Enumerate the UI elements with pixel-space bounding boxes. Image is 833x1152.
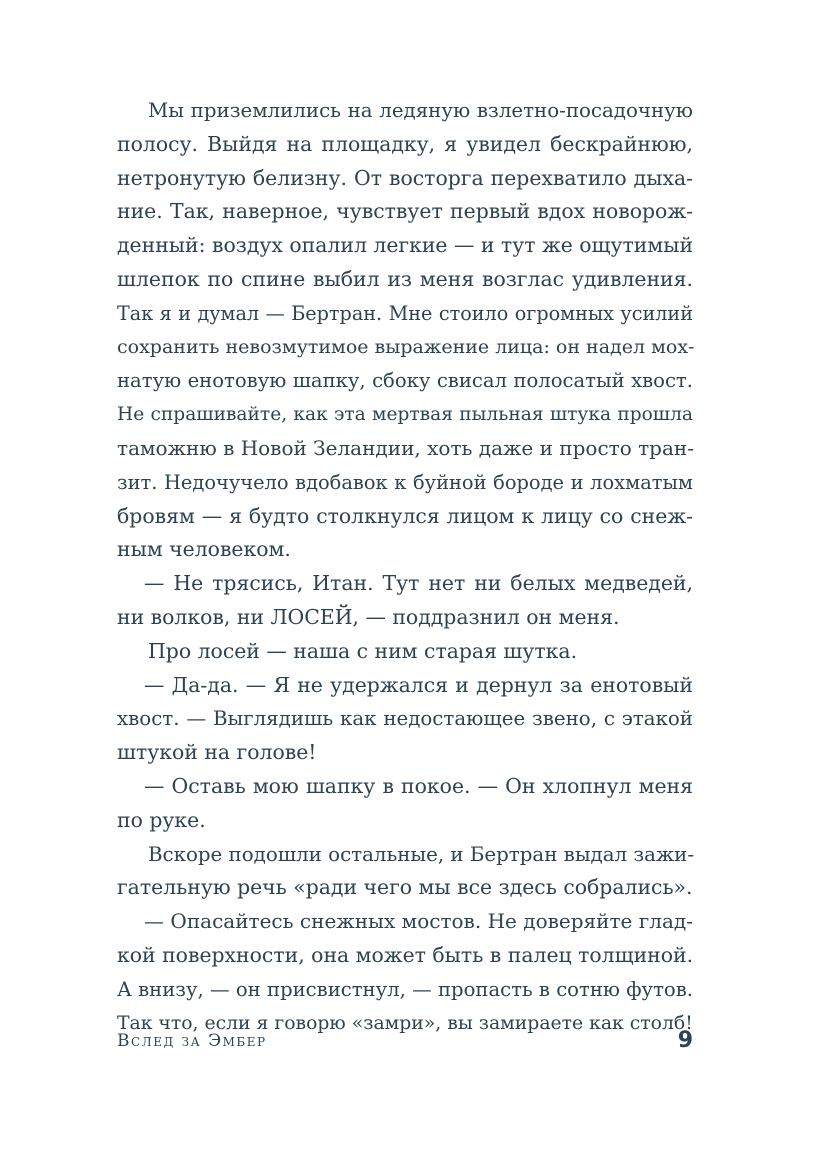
text-line: Мы приземлились на ледяную взлетно-посадочную	[148, 99, 693, 122]
text-line: сохранить невозмутимое выражение лица: он надел мох-	[117, 335, 695, 358]
text-line: хвост. — Выглядишь как недостающее звено, с этакой	[117, 707, 693, 731]
text-line: таможню в Новой Зеландии, хоть даже и просто тран-	[117, 435, 694, 460]
dialogue-line: — Оставь мою шапку в покое. — Он хлопнул меня	[144, 773, 693, 798]
text-line: А внизу, — он присвистнул, — пропасть в сотню футов.	[117, 977, 693, 1001]
text-line: ным человеком.	[117, 537, 291, 562]
text-line: полосу. Выйдя на площадку, я увидел бескрайнюю,	[117, 131, 693, 156]
text-line: Так я и думал — Бертран. Мне стоило огромных усилий	[117, 301, 693, 325]
text-line: штукой на голове!	[117, 740, 317, 765]
text-line: по руке.	[117, 807, 206, 832]
text-line: Вскоре подошли остальные, и Бертран выдал зажи-	[148, 842, 695, 866]
text-line: Про лосей — наша с ним старая шутка.	[148, 638, 578, 663]
text-line: денный: воздух опалил легкие — и тут же ощутимый	[117, 233, 694, 258]
text-line: Не спрашивайте, как эта мертвая пыльная штука прошла	[117, 404, 693, 426]
text-line: Так что, если я говорю «замри», вы замираете как столб!	[117, 1012, 693, 1034]
dialogue-line: — Да-да. — Я не удержался и дернул за енотовый	[144, 672, 693, 697]
text-line: гательную речь «ради чего мы все здесь собрались».	[117, 875, 693, 900]
text-line: зит. Недочучело вдобавок к буйной бороде и лохматым	[117, 470, 693, 494]
text-line: кой поверхности, она может быть в палец толщиной.	[117, 942, 694, 967]
text-line: ние. Так, наверное, чувствует первый вдох новорож-	[117, 199, 693, 224]
body-text	[117, 94, 693, 1040]
page-footer	[117, 1025, 693, 1057]
text-line: бровям — я будто столкнулся лицом к лицу со снеж-	[117, 503, 693, 528]
dialogue-line: — Опасайтесь снежных мостов. Не доверяйте глад-	[144, 909, 693, 934]
text-line: ни волков, ни ЛОСЕЙ, — поддразнил он меня.	[117, 604, 620, 629]
dialogue-line: — Не трясись, Итан. Тут нет ни белых медведей,	[144, 571, 693, 596]
page-number: 9	[677, 1028, 693, 1053]
running-title: Вслед за Эмбер	[117, 1031, 267, 1051]
text-line: натую енотовую шапку, сбоку свисал полосатый хвост.	[117, 369, 693, 393]
text-line: нетронутую белизну. От восторга перехватило дыха-	[117, 165, 693, 190]
text-line: шлепок по спине выбил из меня возглас удивления.	[117, 266, 693, 291]
